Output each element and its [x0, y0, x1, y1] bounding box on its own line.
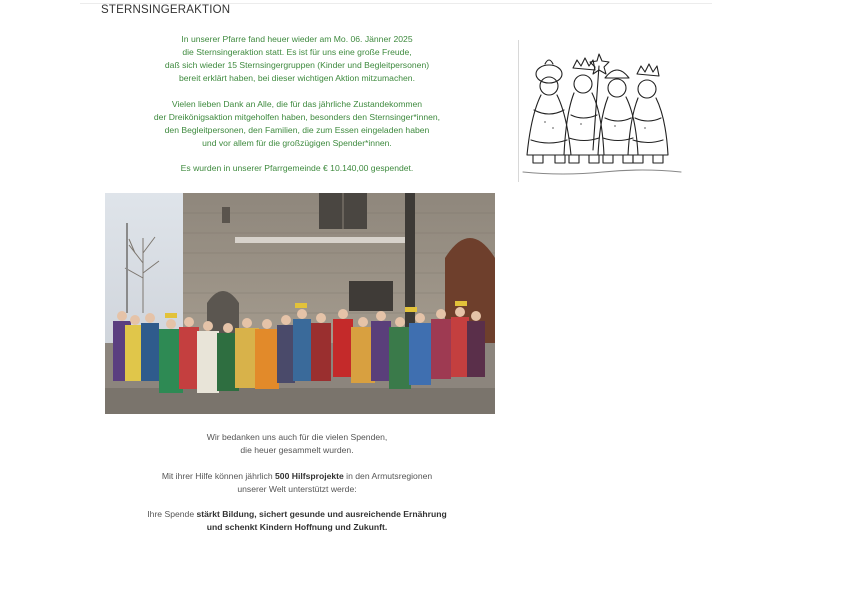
donation-amount-text: Es wurden in unserer Pfarrgemeinde € 10.140,00 gespendet.	[180, 163, 414, 173]
spende-line-2	[100, 521, 494, 534]
help-prefix: Mit ihrer Hilfe können jährlich	[161, 470, 276, 481]
closing-thanks-line: Wir bedanken uns auch für die vielen Spenden,	[206, 432, 388, 442]
three-kings-sketch-icon	[519, 40, 683, 182]
intro-line: bereit erklärt haben, bei dieser wichtigen Aktion mitzumachen.	[179, 73, 415, 83]
intro-line: In unserer Pfarre fand heuer wieder am Mo. 06. Jänner 2025	[181, 34, 413, 44]
spende-bold-1: stärkt Bildung, sichert gesunde und ausreichende Ernährung	[196, 509, 447, 519]
closing-text-block	[100, 431, 494, 547]
three-kings-sketch-image	[518, 40, 683, 182]
intro-line: die Sternsingeraktion statt. Es ist für uns eine große Freude,	[182, 47, 412, 57]
closing-thanks-line: die heuer gesammelt wurden.	[240, 445, 354, 455]
thanks-line: der Dreikönigsaktion mitgeholfen haben, besonders den Sternsinger*innen,	[153, 111, 441, 122]
thanks-paragraph	[100, 98, 494, 150]
group-photo	[105, 193, 495, 414]
group-photo-icon	[105, 193, 495, 414]
spende-prefix: Ihre Spende	[147, 509, 197, 519]
help-line-2: unserer Welt unterstützt werde:	[237, 483, 357, 494]
thanks-line: Vielen lieben Dank an Alle, die für das jährliche Zustandekommen	[171, 98, 423, 109]
page-title: STERNSINGERAKTION	[101, 4, 231, 16]
help-paragraph	[100, 470, 494, 496]
spende-bold-2: und schenkt Kindern Hoffnung und Zukunft.	[206, 522, 388, 532]
donation-paragraph	[100, 162, 494, 175]
spende-paragraph	[100, 508, 494, 534]
thanks-line: den Begleitpersonen, den Familien, die zum Essen eingeladen haben	[164, 124, 430, 135]
closing-thanks-paragraph	[100, 431, 494, 457]
thanks-line: und vor allem für die großzügigen Spender*innen.	[202, 137, 392, 148]
intro-paragraph	[100, 33, 494, 85]
help-line-1	[100, 470, 494, 483]
intro-text-block	[100, 33, 494, 188]
spende-line-1	[100, 508, 494, 521]
help-suffix: in den Armutsregionen	[343, 470, 433, 481]
intro-line: daß sich wieder 15 Sternsingergruppen (Kinder und Begleitpersonen)	[164, 60, 430, 70]
help-projects-count: 500 Hilfsprojekte	[275, 470, 344, 481]
